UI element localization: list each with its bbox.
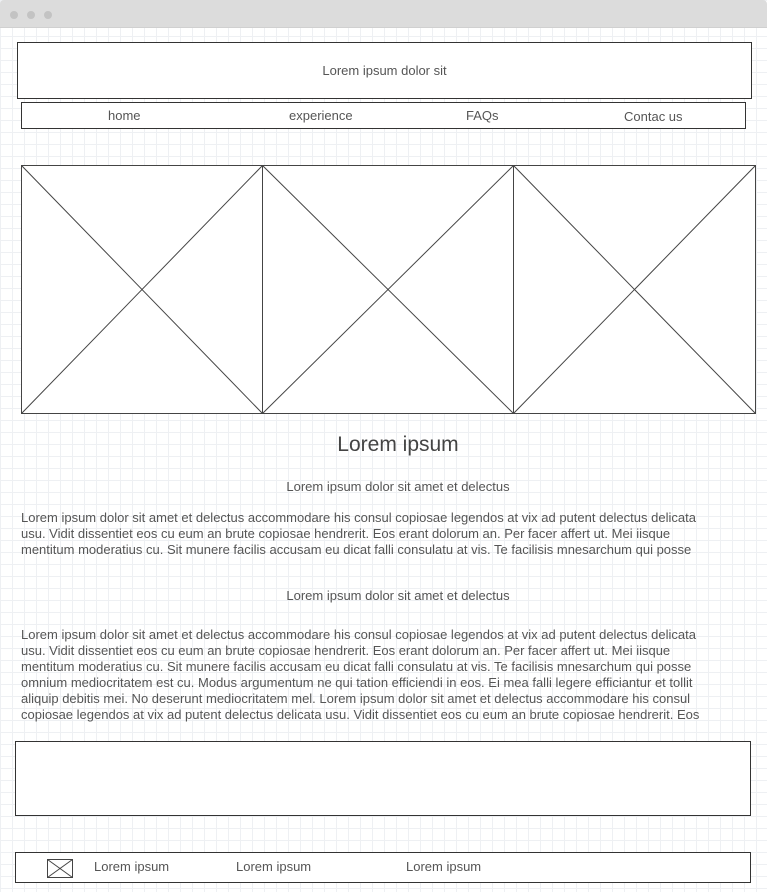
footer-link[interactable]: Lorem ipsum [406, 859, 482, 874]
window-dot [10, 11, 18, 19]
window-dot [44, 11, 52, 19]
content-heading: Lorem ipsum [337, 433, 459, 456]
site-footer [15, 852, 751, 883]
section-paragraph [21, 627, 751, 723]
section-subheading: Lorem ipsum dolor sit amet et delectus [286, 588, 510, 603]
paragraph-line: mentitum moderatius cu. Sit munere facilis accusam eu dicat falli consulatu at vis. Te facilisis mnesarchum qui posse [21, 659, 692, 674]
footer-link[interactable]: Lorem ipsum [236, 859, 312, 874]
nav-item-home[interactable]: home [108, 108, 141, 123]
banner-placeholder [15, 741, 751, 816]
nav-item-contact[interactable]: Contac us [624, 109, 683, 124]
main-nav [21, 102, 746, 129]
gallery-svg [21, 165, 756, 414]
nav-item-experience[interactable]: experience [289, 108, 353, 123]
paragraph-line: omnium mediocritatem est cu. Modus argumentum ne qui tation efficiendi in eos. Ei mea falli legere efficiantur et tollit [21, 675, 693, 690]
paragraph-line: copiosae legendos at vix ad putent delectus delicata usu. Vidit dissentiet eos cu eum an brute copiosae hendrerit. Eos [21, 707, 700, 722]
nav-item-faqs[interactable]: FAQs [466, 108, 499, 123]
paragraph-line: aliquip debitis mei. No deserunt mediocritatem mel. Lorem ipsum dolor sit amet et delectus accommodare his consul [21, 691, 691, 706]
window-dot [27, 11, 35, 19]
paragraph-line: usu. Vidit dissentiet eos cu eum an brute copiosae hendrerit. Eos erant dolorum an. Per facer affert ut. Mei iisque [21, 643, 671, 658]
paragraph-line: mentitum moderatius cu. Sit munere facilis accusam eu dicat falli consulatu at vis. Te facilisis mnesarchum qui posse [21, 542, 692, 557]
site-title: Lorem ipsum dolor sit [322, 63, 447, 78]
paragraph-line: Lorem ipsum dolor sit amet et delectus accommodare his consul copiosae legendos at vix ad putent delectus delicata [21, 627, 696, 642]
section-paragraph [21, 510, 751, 558]
image-placeholder-icon [47, 859, 73, 878]
image-placeholder-icon [514, 166, 756, 414]
image-gallery [21, 165, 756, 414]
paragraph-line: Lorem ipsum dolor sit amet et delectus accommodare his consul copiosae legendos at vix ad putent delectus delicata [21, 510, 696, 525]
section-subheading: Lorem ipsum dolor sit amet et delectus [286, 479, 510, 494]
window-titlebar [0, 0, 767, 28]
image-placeholder-icon [22, 166, 263, 414]
footer-link[interactable]: Lorem ipsum [94, 859, 170, 874]
site-header [17, 42, 752, 99]
image-placeholder-icon [263, 166, 514, 414]
paragraph-line: usu. Vidit dissentiet eos cu eum an brute copiosae hendrerit. Eos erant dolorum an. Per facer affert ut. Mei iisque [21, 526, 671, 541]
